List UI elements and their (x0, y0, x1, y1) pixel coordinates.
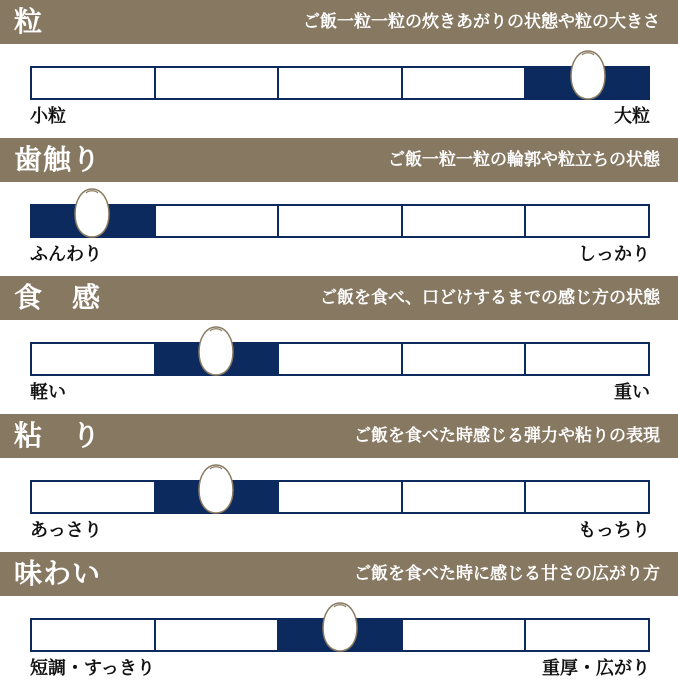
scale-cell-1 (32, 482, 156, 512)
section-title: 粘 り (14, 419, 102, 452)
rating-scale (30, 480, 650, 514)
section-header (0, 414, 678, 458)
scale-cell-3 (279, 344, 403, 374)
scale-cell-4 (403, 68, 527, 98)
section-title: 味わい (14, 557, 102, 590)
rice-grain-icon (320, 600, 360, 654)
scale-cell-3 (279, 482, 403, 512)
scale-cell-5 (526, 620, 648, 650)
section-description: ご飯一粒一粒の輪郭や粒立ちの状態 (388, 150, 660, 170)
scale-min-label: 軽い (30, 382, 66, 403)
scale-cell-2 (156, 206, 280, 236)
scale-cell-4 (403, 344, 527, 374)
rating-scale (30, 342, 650, 376)
rating-scale (30, 66, 650, 100)
scale-cell-5 (526, 482, 648, 512)
scale-cell-2 (156, 68, 280, 98)
scale-cell-2 (156, 620, 280, 650)
scale-cell-4 (403, 206, 527, 236)
section-title: 歯触り (14, 143, 102, 176)
section-description: ご飯一粒一粒の炊きあがりの状態や粒の大きさ (303, 12, 660, 32)
section-description: ご飯を食べた時感じる弾力や粘りの表現 (354, 426, 660, 446)
section-title: 粒 (14, 5, 44, 38)
rice-grain-icon (568, 48, 608, 102)
scale-cell-4 (403, 620, 527, 650)
section-description: ご飯を食べ、口どけするまでの感じ方の状態 (320, 288, 660, 308)
rating-scale (30, 204, 650, 238)
scale-min-label: 短調・すっきり (30, 658, 155, 679)
scale-cell-4 (403, 482, 527, 512)
scale-min-label: あっさり (30, 520, 102, 541)
scale-max-label: しっかり (578, 244, 650, 265)
section-description: ご飯を食べた時に感じる甘さの広がり方 (354, 564, 660, 584)
scale-max-label: もっちり (578, 520, 650, 541)
section-header (0, 138, 678, 182)
section-header (0, 552, 678, 596)
scale-min-label: ふんわり (30, 244, 102, 265)
scale-min-label: 小粒 (30, 106, 66, 127)
rice-grain-icon (196, 462, 236, 516)
scale-cell-5 (526, 344, 648, 374)
rice-grain-icon (72, 186, 112, 240)
scale-max-label: 大粒 (614, 106, 650, 127)
scale-cell-5 (526, 206, 648, 236)
section-title: 食 感 (14, 281, 102, 314)
scale-cell-1 (32, 620, 156, 650)
scale-max-label: 重い (614, 382, 650, 403)
scale-cell-1 (32, 344, 156, 374)
rice-grain-icon (196, 324, 236, 378)
section-header (0, 276, 678, 320)
scale-cell-3 (279, 206, 403, 236)
section-header (0, 0, 678, 44)
scale-cell-3 (279, 68, 403, 98)
scale-max-label: 重厚・広がり (542, 658, 650, 679)
scale-cell-1 (32, 68, 156, 98)
